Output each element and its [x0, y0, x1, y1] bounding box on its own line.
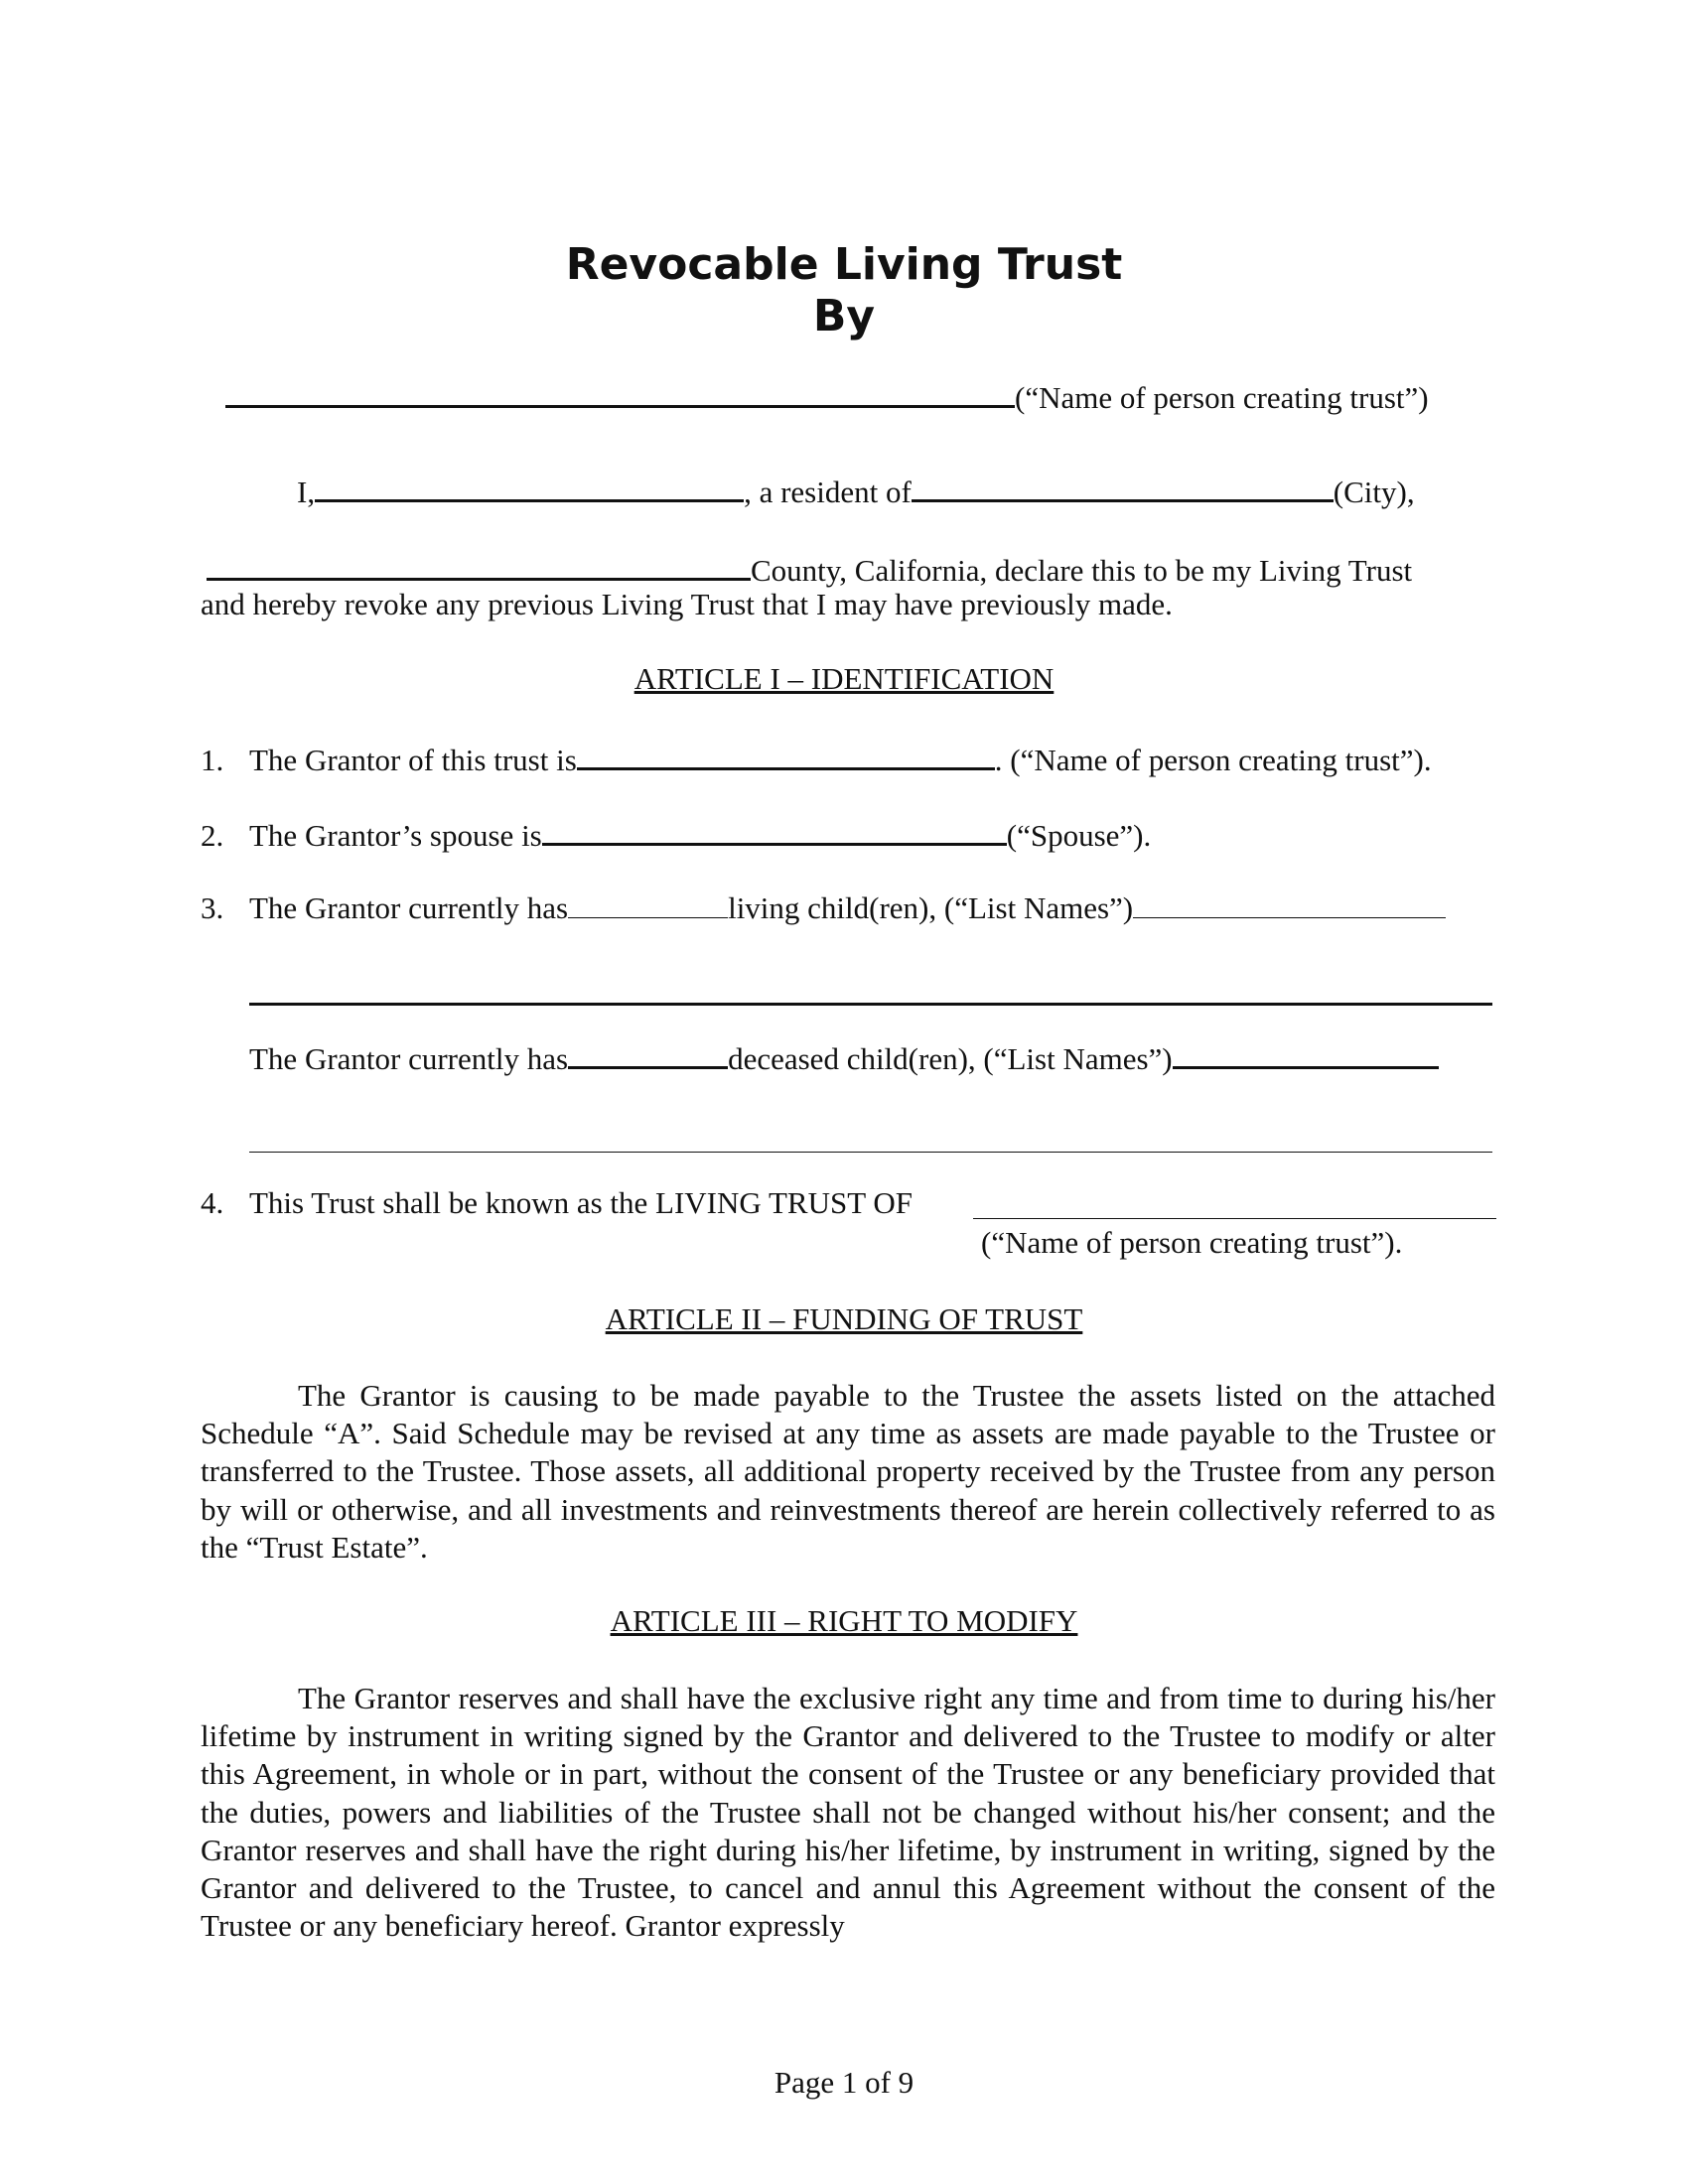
spouse-blank[interactable] [542, 813, 1007, 846]
document-title: Revocable Living Trust [565, 239, 1123, 290]
item-3-number: 3. [201, 890, 224, 925]
article-3-body: The Grantor reserves and shall have the exclusive right any time and from time to during his/her lifetime by instrument in writing signed by the Grantor and delivered to the Trustee to modify or alter this Agreement, in whole or in part, without the consent of the Trustee or any beneficiary provided that the duties, powers and liabilities of the Trustee shall not be changed without his/her consent; and the Grantor reserves and shall have the right during his/her lifetime, by instrument in writing, signed by the Grantor and delivered to the Trustee, to cancel and annul this Agreement without the consent of the Trustee or any beneficiary hereof. Grantor expressly [201, 1681, 1495, 1944]
item-2-number: 2. [201, 818, 224, 853]
trust-name-blank[interactable] [973, 1188, 1496, 1219]
item-4-text: This Trust shall be known as the LIVING TRUST OF [249, 1185, 913, 1220]
document-title-by: By [812, 291, 876, 341]
item-2-text: The Grantor’s spouse is [249, 818, 542, 853]
intro-county-text: County, California, declare this to be my Living Trust [751, 553, 1413, 588]
item-3-living: living child(ren), (“List Names”) [728, 890, 1134, 925]
item-3-text: The Grantor currently has [249, 890, 569, 925]
living-children-names-blank[interactable] [1133, 887, 1446, 918]
deceased-children-names-blank[interactable] [1173, 1036, 1439, 1069]
city-blank[interactable] [912, 470, 1334, 502]
name-caption: (“Name of person creating trust”) [1015, 380, 1429, 415]
item-4-number: 4. [201, 1185, 224, 1220]
intro-line-2 [207, 548, 1412, 590]
article-1-item-2 [201, 813, 1151, 855]
article-2-paragraph [201, 1377, 1495, 1567]
living-children-names-line-2[interactable] [249, 1003, 1492, 1006]
item-4-caption: (“Name of person creating trust”). [981, 1225, 1403, 1260]
county-blank[interactable] [207, 548, 751, 581]
item-2-suffix: (“Spouse”). [1006, 818, 1152, 853]
grantor-name-blank[interactable] [225, 375, 1015, 408]
deceased-children-count-blank[interactable] [568, 1036, 728, 1069]
resident-name-blank[interactable] [315, 470, 744, 502]
item-1-text: The Grantor of this trust is [249, 743, 577, 777]
article-1-item-4 [201, 1184, 913, 1222]
item-1-number: 1. [201, 743, 224, 777]
intro-line-1 [297, 470, 1415, 511]
article-1-item-1 [201, 738, 1432, 779]
deceased-children-names-line-2[interactable] [249, 1152, 1492, 1153]
item-3-deceased: deceased child(ren), (“List Names”) [728, 1041, 1173, 1076]
article-2-heading: ARTICLE II – FUNDING OF TRUST [605, 1301, 1083, 1336]
article-1-item-3-deceased [249, 1036, 1439, 1078]
name-line [225, 375, 1429, 417]
article-1-item-3 [201, 887, 1446, 927]
intro-revoke-text: and hereby revoke any previous Living Trust that I may have previously made. [201, 587, 1173, 621]
intro-city-label: (City), [1333, 475, 1415, 509]
item-3-deceased-text: The Grantor currently has [249, 1041, 569, 1076]
page-number: Page 1 of 9 [774, 2065, 914, 2100]
item-1-suffix: . (“Name of person creating trust”). [994, 743, 1432, 777]
article-3-paragraph [201, 1680, 1495, 1945]
intro-resident-text: , a resident of [744, 475, 912, 509]
intro-i-label: I, [297, 475, 316, 509]
article-2-body: The Grantor is causing to be made payable to the Trustee the assets listed on the attached Schedule “A”. Said Schedule may be revised at any time as assets are made payable to the Trustee or transferred to the Trustee. Those assets, all additional property received by the Trustee from any person by will or otherwise, and all investments and reinvestments thereof are herein collectively referred to as the “Trust Estate”. [201, 1378, 1495, 1565]
article-3-heading: ARTICLE III – RIGHT TO MODIFY [610, 1603, 1078, 1638]
living-children-count-blank[interactable] [568, 887, 728, 918]
article-1-heading: ARTICLE I – IDENTIFICATION [633, 661, 1055, 696]
grantor-blank[interactable] [577, 738, 995, 770]
